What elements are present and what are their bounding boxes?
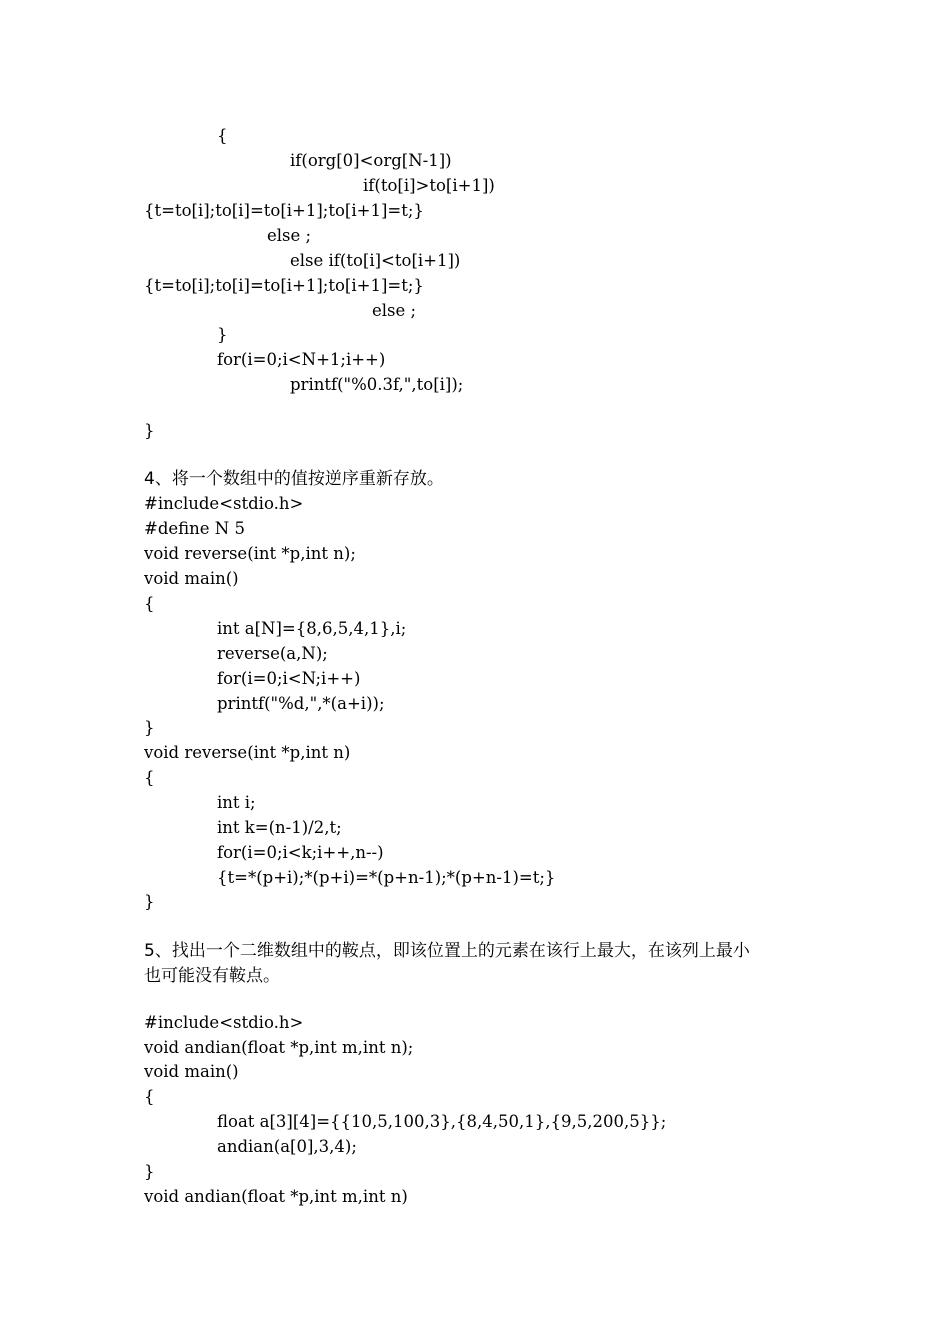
section-5-heading-continued: 也可能没有鞍点。: [144, 966, 280, 986]
code-line: #define N 5: [144, 519, 245, 538]
code-line: #include<stdio.h>: [144, 1013, 304, 1032]
code-line: int a[N]={8,6,5,4,1},i;: [217, 619, 407, 638]
code-line: if(org[0]<org[N-1]): [290, 151, 452, 170]
code-line: {: [144, 768, 155, 787]
code-line: else ;: [372, 301, 417, 320]
code-line: if(to[i]>to[i+1]): [363, 176, 495, 195]
code-line: int i;: [217, 793, 256, 812]
code-line: printf("%d,",*(a+i));: [217, 694, 385, 713]
code-line: void andian(float *p,int m,int n);: [144, 1038, 414, 1057]
code-line: }: [144, 1162, 155, 1181]
code-line: void reverse(int *p,int n): [144, 743, 351, 762]
code-line: for(i=0;i<N+1;i++): [217, 350, 386, 369]
code-line: void reverse(int *p,int n);: [144, 544, 356, 563]
code-line: }: [144, 892, 155, 911]
code-line: andian(a[0],3,4);: [217, 1137, 357, 1156]
code-line: reverse(a,N);: [217, 644, 328, 663]
code-line: {: [144, 594, 155, 613]
code-line: }: [144, 421, 155, 440]
code-line: void main(): [144, 1062, 239, 1081]
code-line: void andian(float *p,int m,int n): [144, 1187, 408, 1206]
code-line: float a[3][4]={{10,5,100,3},{8,4,50,1},{9,5,200,5}};: [217, 1112, 667, 1131]
code-line: for(i=0;i<N;i++): [217, 669, 361, 688]
code-line: int k=(n-1)/2,t;: [217, 818, 342, 837]
code-line: void main(): [144, 569, 239, 588]
code-line: }: [217, 325, 228, 344]
section-5-heading: 5、找出一个二维数组中的鞍点，即该位置上的元素在该行上最大，在该列上最小: [144, 941, 750, 961]
section-4-heading: 4、将一个数组中的值按逆序重新存放。: [144, 469, 444, 489]
code-line: printf("%0.3f,",to[i]);: [290, 375, 464, 394]
code-line: else ;: [267, 226, 312, 245]
code-line: {t=to[i];to[i]=to[i+1];to[i+1]=t;}: [144, 201, 424, 220]
code-line: }: [144, 718, 155, 737]
code-line: {: [217, 126, 228, 145]
code-line: {: [144, 1087, 155, 1106]
code-line: {t=to[i];to[i]=to[i+1];to[i+1]=t;}: [144, 276, 424, 295]
code-line: else if(to[i]<to[i+1]): [290, 251, 461, 270]
code-line: for(i=0;i<k;i++,n--): [217, 843, 384, 862]
code-line: {t=*(p+i);*(p+i)=*(p+n-1);*(p+n-1)=t;}: [217, 868, 556, 887]
code-line: #include<stdio.h>: [144, 494, 304, 513]
